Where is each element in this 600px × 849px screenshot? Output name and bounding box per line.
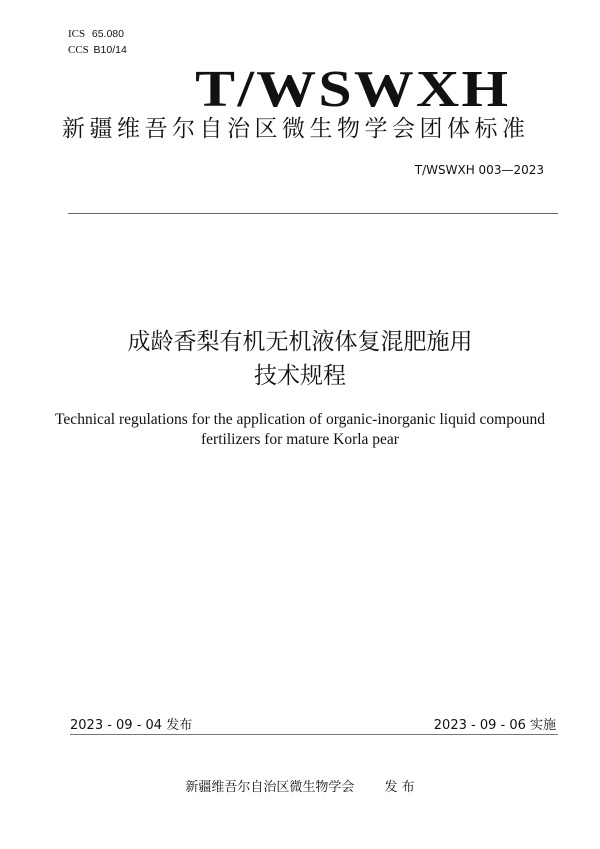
- standard-number: T/WSWXH 003—2023: [414, 163, 544, 177]
- ics-code: [68, 28, 124, 40]
- organization-standard-title: 新疆维吾尔自治区微生物学会团体标准: [62, 116, 530, 142]
- title-en-line2: fertilizers for mature Korla pear: [201, 431, 399, 448]
- issuer-name: 新疆维吾尔自治区微生物学会: [185, 780, 355, 795]
- ccs-label: CCS: [68, 44, 89, 56]
- title-cn-line1: 成龄香梨有机无机液体复混肥施用: [127, 329, 473, 355]
- issuer-line: [0, 776, 600, 795]
- ics-value: 65.080: [91, 28, 124, 40]
- publish-date: 2023 - 09 - 04 发布: [70, 718, 193, 733]
- title-cn-line2: 技术规程: [254, 363, 346, 389]
- document-title-cn: [0, 325, 600, 393]
- document-title-en: [0, 410, 600, 450]
- standard-logo: T/WSWXH: [195, 61, 511, 118]
- title-en-line1: Technical regulations for the application of organic-inorganic liquid compound: [55, 411, 545, 428]
- header-divider: [68, 213, 558, 214]
- implement-date: 2023 - 09 - 06 实施: [433, 718, 556, 733]
- ccs-value: B10/14: [93, 44, 127, 56]
- footer-divider: [70, 734, 558, 735]
- ccs-code: [68, 44, 127, 56]
- issue-label: 发 布: [384, 780, 415, 795]
- ics-label: ICS: [68, 28, 86, 40]
